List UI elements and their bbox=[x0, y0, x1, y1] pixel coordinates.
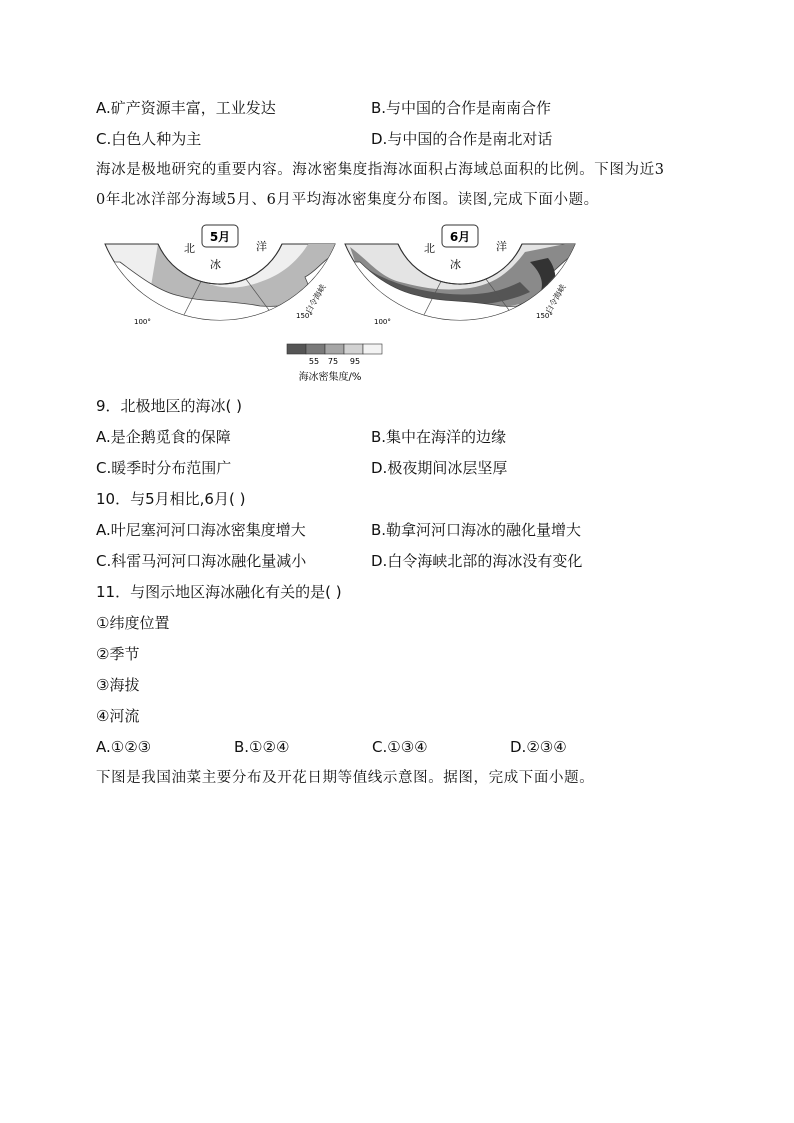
sea-ice-concentration-figure bbox=[100, 222, 590, 392]
q8-option-b: B.与中国的合作是南南合作 bbox=[371, 99, 552, 117]
q11-item-1: ①纬度位置 bbox=[96, 614, 170, 632]
legend bbox=[287, 344, 382, 383]
q9-option-a: A.是企鹅觅食的保障 bbox=[96, 428, 231, 446]
q9-option-c: C.暖季时分布范围广 bbox=[96, 459, 232, 477]
q10-stem: 10．与5月相比,6月( ) bbox=[96, 490, 246, 508]
q9-option-d: D.极夜期间冰层坚厚 bbox=[371, 459, 508, 477]
map-may-ocean-char-2: 冰 bbox=[210, 258, 221, 271]
map-june-ocean-char-2: 冰 bbox=[450, 258, 461, 271]
legend-title: 海冰密集度/% bbox=[298, 372, 362, 383]
intro-paragraph-line-2: 0年北冰洋部分海域5月、6月平均海冰密集度分布图。读图,完成下面小题。 bbox=[96, 192, 599, 208]
q11-stem: 11．与图示地区海冰融化有关的是( ) bbox=[96, 583, 342, 601]
q10-option-a: A.叶尼塞河河口海冰密集度增大 bbox=[96, 521, 306, 539]
map-may-longitude-right: 150° bbox=[296, 312, 313, 320]
q9-option-b: B.集中在海洋的边缘 bbox=[371, 428, 507, 446]
q8-option-c: C.白色人种为主 bbox=[96, 130, 202, 148]
q11-item-3: ③海拔 bbox=[96, 676, 140, 694]
legend-color-bar bbox=[287, 344, 382, 354]
q10-option-c: C.科雷马河河口海冰融化量减小 bbox=[96, 552, 307, 570]
map-may-longitude-left: 100° bbox=[134, 318, 151, 326]
q10-option-d: D.白令海峡北部的海冰没有变化 bbox=[371, 552, 583, 570]
q11-option-b: B.①②④ bbox=[234, 738, 290, 756]
map-may-month-label: 5月 bbox=[209, 230, 231, 244]
q8-option-a: A.矿产资源丰富，工业发达 bbox=[96, 99, 276, 117]
legend-swatch bbox=[363, 344, 382, 354]
legend-tick-95: 95 bbox=[349, 357, 361, 366]
map-june-longitude-right: 150° bbox=[536, 312, 553, 320]
q8-option-d: D.与中国的合作是南北对话 bbox=[371, 130, 553, 148]
legend-swatch bbox=[325, 344, 344, 354]
legend-swatch bbox=[344, 344, 363, 354]
map-june-strait-label: 白令海峡 bbox=[543, 282, 568, 315]
q11-option-d: D.②③④ bbox=[510, 738, 567, 756]
legend-tick-55: 55 bbox=[308, 357, 320, 366]
map-may-strait-label: 白令海峡 bbox=[303, 282, 328, 315]
map-may-ocean-char-1: 北 bbox=[184, 242, 195, 255]
map-may-ocean-char-3: 洋 bbox=[256, 240, 267, 253]
legend-swatch bbox=[306, 344, 325, 354]
q11-option-c: C.①③④ bbox=[372, 738, 428, 756]
legend-swatch bbox=[287, 344, 306, 354]
intro-paragraph-line-1: 海冰是极地研究的重要内容。海冰密集度指海冰面积占海域总面积的比例。下图为近3 bbox=[96, 162, 665, 178]
intro-paragraph-2: 下图是我国油菜主要分布及开花日期等值线示意图。据图，完成下面小题。 bbox=[96, 770, 595, 786]
q9-stem: 9．北极地区的海冰( ) bbox=[96, 397, 243, 415]
map-june-ocean-char-3: 洋 bbox=[496, 240, 507, 253]
q10-option-b: B.勒拿河河口海冰的融化量增大 bbox=[371, 521, 582, 539]
q11-item-2: ②季节 bbox=[96, 645, 140, 663]
legend-tick-75: 75 bbox=[327, 357, 339, 366]
q11-option-a: A.①②③ bbox=[96, 738, 152, 756]
q11-item-4: ④河流 bbox=[96, 707, 140, 725]
map-june-longitude-left: 100° bbox=[374, 318, 391, 326]
map-june-ocean-char-1: 北 bbox=[424, 242, 435, 255]
map-june-month-label: 6月 bbox=[449, 230, 471, 244]
